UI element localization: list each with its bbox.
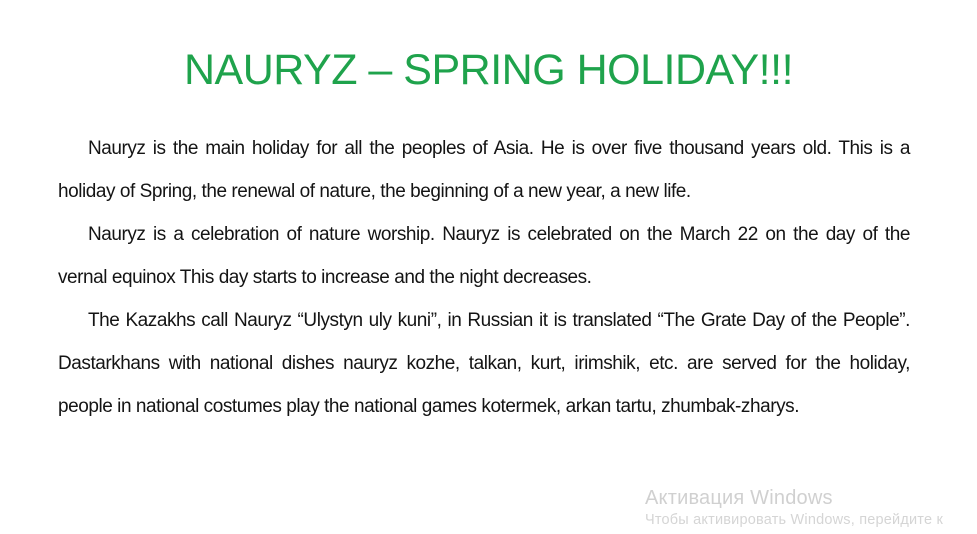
windows-activation-subtitle: Чтобы активировать Windows, перейдите к	[645, 512, 944, 528]
windows-activation-watermark	[645, 487, 943, 529]
slide-body-text	[58, 127, 910, 428]
windows-activation-title: Активация Windows	[645, 487, 833, 509]
paragraph: The Kazakhs call Nauryz “Ulystyn uly kuni”, in Russian it is translated “The Grate Day of the People”. Dastarkhans with national dishes nauryz kozhe, talkan, kurt, irimshik, etc. are served for the holiday, people in national costumes play the national games kotermek, arkan tartu, zhumbak-zharys.	[58, 310, 910, 417]
paragraph: Nauryz is a celebration of nature worship. Nauryz is celebrated on the March 22 on the day of the vernal equinox This day starts to increase and the night decreases.	[58, 224, 910, 288]
paragraph: Nauryz is the main holiday for all the peoples of Asia. He is over five thousand years old. This is a holiday of Spring, the renewal of nature, the beginning of a new year, a new life.	[58, 138, 910, 202]
page-title: NAURYZ – SPRING HOLIDAY!!!	[183, 46, 794, 94]
